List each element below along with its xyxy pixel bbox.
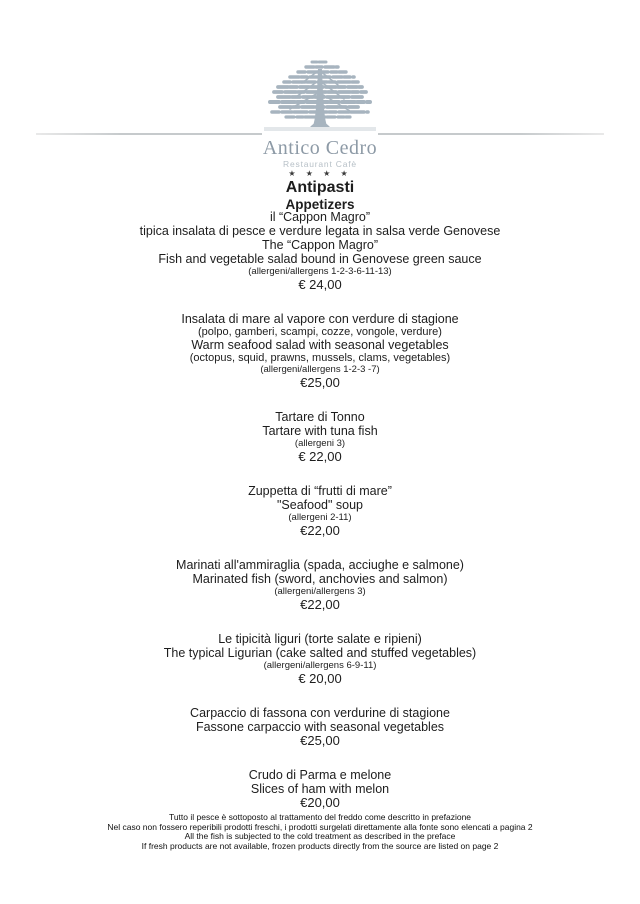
menu-item-line: The “Cappon Magro” bbox=[261, 238, 379, 252]
allergen-note: (allergeni 3) bbox=[294, 438, 346, 449]
menu-item-line: Zuppetta di “frutti di mare” bbox=[248, 484, 392, 498]
allergen-note: (allergeni/allergens 3) bbox=[274, 586, 366, 597]
price: €22,00 bbox=[300, 597, 340, 612]
menu-item-line: "Seafood" soup bbox=[276, 498, 364, 512]
brand-subtitle: Restaurant Cafè bbox=[283, 159, 357, 169]
price: €25,00 bbox=[300, 733, 340, 748]
footer-note-line: Nel caso non fossero reperibili prodotti freschi, i prodotti surgelati direttamente alla fonte sono elencati a pagina 2 bbox=[107, 821, 533, 832]
menu-item bbox=[0, 768, 640, 810]
footer-notes bbox=[0, 813, 640, 851]
menu-item-line: Fassone carpaccio with seasonal vegetables bbox=[195, 720, 445, 734]
footer-note-line: Tutto il pesce è sottoposto al trattamento del freddo come descritto in prefazione bbox=[168, 812, 472, 822]
menu-item-line: tipica insalata di pesce e verdure legata in salsa verde Genovese bbox=[139, 224, 501, 238]
brand-name: Antico Cedro bbox=[262, 137, 378, 159]
menu-item-line: Crudo di Parma e melone bbox=[248, 768, 392, 782]
footer-note-line: All the fish is subjected to the cold treatment as described in the preface bbox=[184, 831, 456, 841]
allergen-note: (allergeni/allergens 1-2-3 -7) bbox=[260, 364, 380, 375]
star-rating: ★ ★ ★ ★ bbox=[288, 169, 352, 178]
menu-item bbox=[0, 312, 640, 390]
menu-item-line: Slices of ham with melon bbox=[250, 782, 390, 796]
menu-item-line: (octopus, squid, prawns, mussels, clams, vegetables) bbox=[189, 352, 451, 364]
menu-item-line: Tartare with tuna fish bbox=[262, 424, 378, 438]
price: € 24,00 bbox=[298, 277, 342, 292]
menu-item-line: il “Cappon Magro” bbox=[269, 210, 371, 224]
price: € 22,00 bbox=[298, 449, 342, 464]
menu-item bbox=[0, 210, 640, 292]
allergen-note: (allergeni/allergens 6-9-11) bbox=[263, 660, 377, 671]
menu-item-line: Insalata di mare al vapore con verdure di stagione bbox=[181, 312, 459, 326]
section-title-english: Appetizers bbox=[285, 197, 355, 212]
menu-item-line: Warm seafood salad with seasonal vegetables bbox=[191, 338, 449, 352]
section-title-italian: Antipasti bbox=[285, 179, 355, 196]
price: €20,00 bbox=[300, 795, 340, 810]
allergen-note: (allergeni/allergens 1-2-3-6-11-13) bbox=[248, 266, 392, 277]
menu-item-line: The typical Ligurian (cake salted and stuffed vegetables) bbox=[163, 646, 477, 660]
footer-note-line: If fresh products are not available, frozen products directly from the source are listed on page 2 bbox=[141, 840, 499, 851]
menu-item bbox=[0, 558, 640, 612]
menu-item-line: Tartare di Tonno bbox=[275, 410, 365, 424]
menu-item bbox=[0, 410, 640, 464]
price: €25,00 bbox=[300, 375, 340, 390]
menu-item-line: Carpaccio di fassona con verdurine di stagione bbox=[190, 706, 450, 720]
menu-item-line: Marinati all'ammiraglia (spada, acciughe e salmone) bbox=[176, 558, 464, 572]
allergen-note: (allergeni 2-11) bbox=[288, 512, 352, 523]
menu-item bbox=[0, 632, 640, 686]
menu-header bbox=[0, 0, 640, 212]
price: € 20,00 bbox=[298, 671, 342, 686]
menu-item-line: Le tipicità liguri (torte salate e ripieni) bbox=[218, 632, 422, 646]
menu-items bbox=[0, 210, 640, 830]
price: €22,00 bbox=[300, 523, 340, 538]
logo bbox=[262, 0, 378, 137]
menu-item-line: (polpo, gamberi, scampi, cozze, vongole, verdure) bbox=[198, 326, 442, 338]
menu-item-line: Fish and vegetable salad bound in Genovese green sauce bbox=[158, 252, 482, 266]
menu-item-line: Marinated fish (sword, anchovies and salmon) bbox=[192, 572, 448, 586]
menu-item bbox=[0, 484, 640, 538]
cedar-tree-icon bbox=[262, 57, 378, 133]
menu-item bbox=[0, 706, 640, 748]
